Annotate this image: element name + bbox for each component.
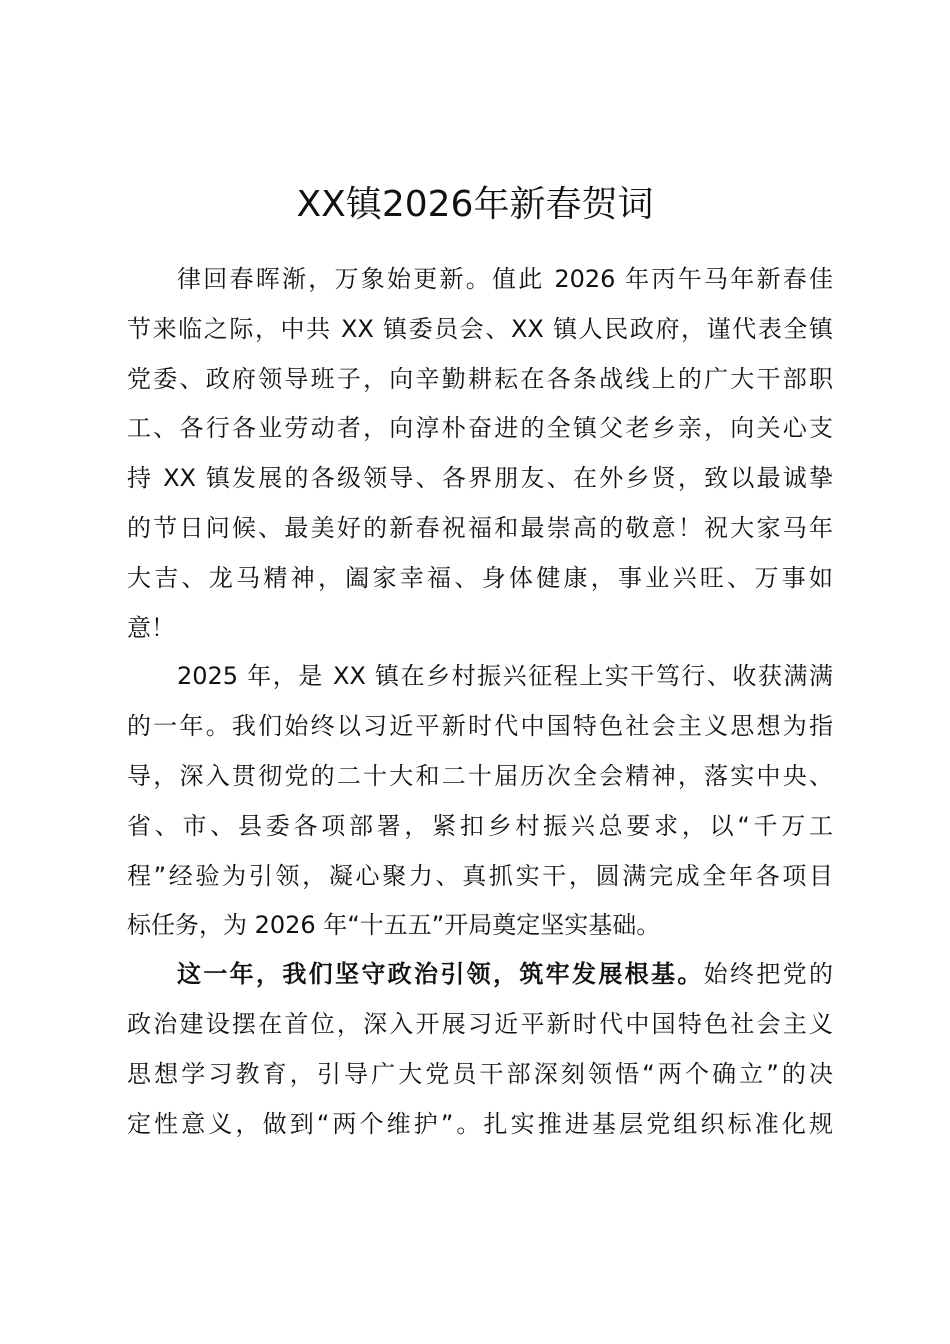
text-line: 意！ (127, 613, 175, 642)
text-line: 的节日问候、最美好的新春祝福和最崇高的敬意！祝大家马年 (127, 513, 833, 542)
text-line: 持 XX 镇发展的各级领导、各界朋友、在外乡贤，致以最诚挚 (127, 464, 833, 493)
text-line: 的一年。我们始终以习近平新时代中国特色社会主义思想为指 (127, 712, 833, 741)
text-line (127, 950, 833, 1000)
document-title: XX镇2026年新春贺词 (296, 184, 654, 225)
paragraph-political-leadership (127, 950, 833, 1149)
text-line: 省、市、县委各项部署，紧扣乡村振兴总要求，以“千万工 (127, 811, 833, 840)
lead-rest: 始终把党的 (703, 960, 834, 989)
text-line: 大吉、龙马精神，阖家幸福、身体健康，事业兴旺、万事如 (127, 563, 833, 592)
document-body (127, 255, 833, 1148)
text-line: 律回春晖渐，万象始更新。值此 2026 年丙午马年新春佳 (177, 265, 833, 293)
text-line: 党委、政府领导班子，向辛勤耕耘在各条战线上的广大干部职 (127, 364, 833, 393)
text-line: 定性意义，做到“两个维护”。扎实推进基层党组织标准化规 (127, 1109, 833, 1138)
text-line: 工、各行各业劳动者，向淳朴奋进的全镇父老乡亲，向关心支 (127, 414, 833, 443)
paragraph-new-year-greeting (127, 255, 833, 653)
bold-lead-sentence: 这一年，我们坚守政治引领，筑牢发展根基。 (177, 960, 704, 989)
paragraph-year-review (127, 652, 833, 951)
text-line: 程”经验为引领，凝心聚力、真抓实干，圆满完成全年各项目 (127, 861, 833, 890)
text-line: 标任务，为 2026 年“十五五”开局奠定坚实基础。 (127, 911, 661, 940)
text-line: 2025 年，是 XX 镇在乡村振兴征程上实干笃行、收获满满 (177, 662, 833, 691)
text-line: 政治建设摆在首位，深入开展习近平新时代中国特色社会主义 (127, 1009, 833, 1038)
text-line: 节来临之际，中共 XX 镇委员会、XX 镇人民政府，谨代表全镇 (127, 314, 833, 343)
text-line: 思想学习教育，引导广大党员干部深刻领悟“两个确立”的决 (127, 1059, 833, 1088)
text-line: 导，深入贯彻党的二十大和二十届历次全会精神，落实中央、 (127, 761, 833, 790)
